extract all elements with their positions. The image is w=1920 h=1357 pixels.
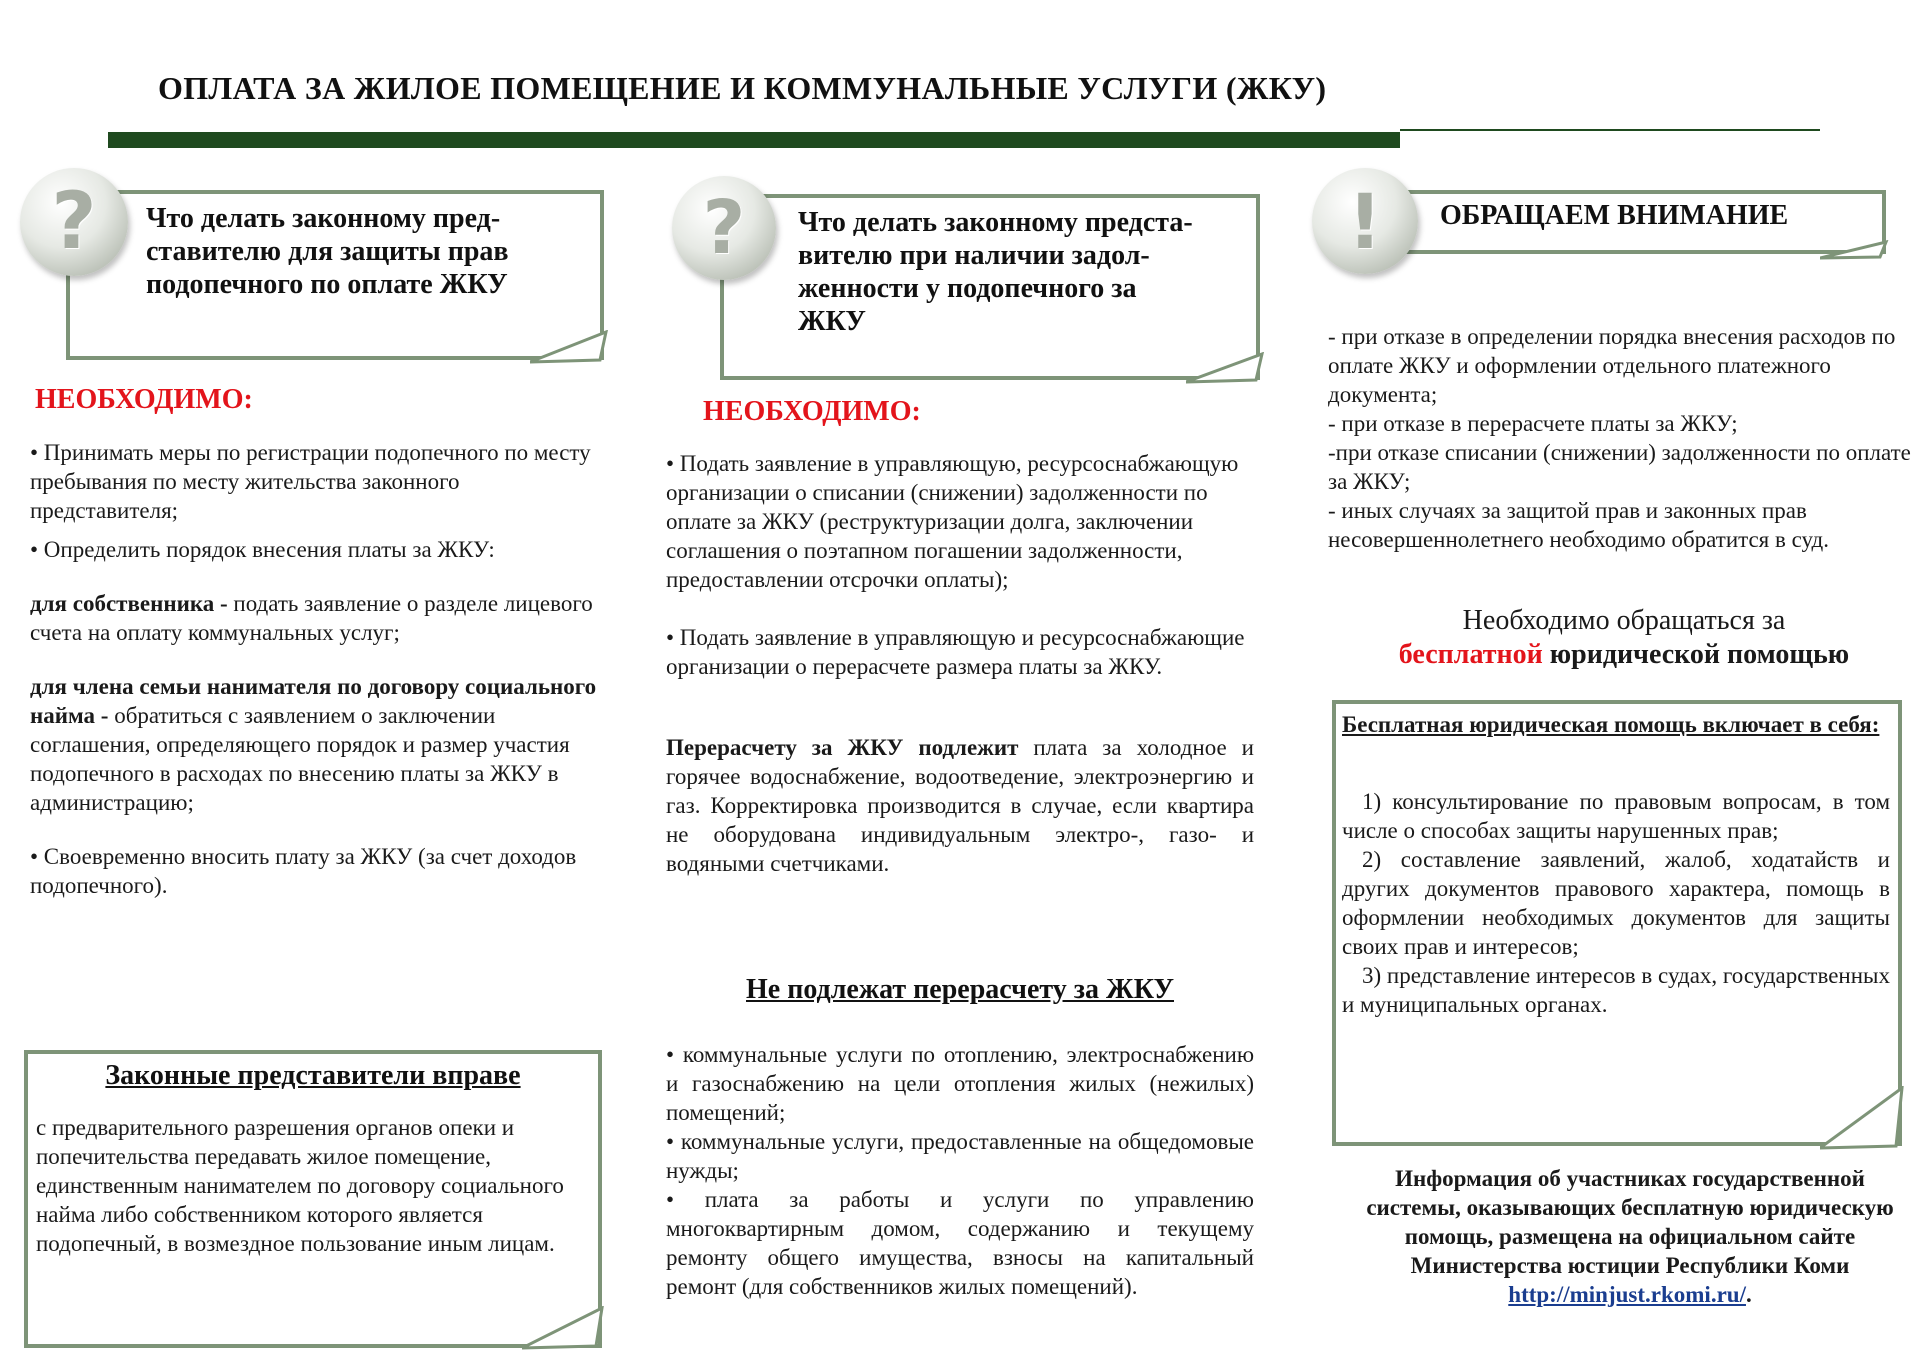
col3-notes (1328, 322, 1918, 554)
page-title: ОПЛАТА ЗА ЖИЛОЕ ПОМЕЩЕНИЕ И КОММУНАЛЬНЫЕ УСЛУГИ (ЖКУ) (158, 70, 1327, 106)
list-item: -при отказе списании (снижении) задолженности по оплате за ЖКУ; (1328, 440, 1911, 494)
col2-recalc: Перерасчету за ЖКУ подлежит плата за холодное и горячее водоснабжение, водоотведение, электроэнергию и газ. Корректировка производится в случае, если квартира не оборудована индивидуальным электро-, газо- и водяными счетчиками. (666, 735, 1254, 876)
col2-no-recalc-list (666, 1040, 1254, 1301)
col2-box-title: Что делать законному предста- вителю при наличии задол- женности у подопечного за ЖКУ (798, 207, 1193, 337)
col1-tenant: для члена семьи нанимателя по договору социального найма - обратиться с заявлением о заключении соглашения, определяющего порядок и размер участия подопечного в расходах по внесению платы за ЖКУ в администрацию; (30, 674, 597, 815)
list-item: 2) составление заявлений, жалоб, ходатайств и других документов правового характера, помощь в оформлении необходимых документов для защиты своих прав и интересов; (1342, 847, 1890, 959)
col1-rights-heading: Законные представители вправе (105, 1060, 521, 1091)
list-item: • коммунальные услуги по отоплению, электроснабжению и газоснабжению на цели отопления жилых (нежилых) помещений; (666, 1042, 1254, 1125)
col1-box-title: Что делать законному пред- ставителю для защиты прав подопечного по оплате ЖКУ (146, 203, 509, 300)
col1-heading: НЕОБХОДИМО: (35, 384, 253, 415)
list-item: 3) представление интересов в судах, государственных и муниципальных органах. (1342, 963, 1890, 1017)
col1-rights-text: с предварительного разрешения органов опеки и попечительства передавать жилое помещение, единственным нанимателем по договору социального найма либо собственником которого является подопечный, в возмездное пользование иным лицам. (36, 1115, 564, 1256)
question-icon: ? (672, 176, 776, 280)
col3-box-title: ОБРАЩАЕМ ВНИМАНИЕ (1440, 200, 1789, 231)
col2-no-recalc-heading: Не подлежат перерасчету за ЖКУ (746, 974, 1174, 1005)
col1-fold-corner (530, 330, 610, 364)
exclamation-icon: ! (1312, 168, 1418, 274)
col3-aid-fold-corner (1820, 1086, 1906, 1150)
col3-appeal-line2: бесплатной юридической помощью (1398, 639, 1850, 670)
col1-item3: • Своевременно вносить плату за ЖКУ (за счет доходов подопечного). (30, 844, 577, 898)
col3-aid-list (1342, 787, 1890, 1019)
col1-item1: • Принимать меры по регистрации подопечного по месту пребывания по месту жительства законного представителя; (30, 440, 591, 523)
list-item: • плата за работы и услуги по управлению многоквартирным домом, содержанию и текущему ремонту общего имущества, взносы на капитальный ремонт (для собственников жилых помещений). (666, 1187, 1254, 1299)
col3-info: Информация об участниках государственной системы, оказывающих бесплатную юридическую помощь, размещена на официальном сайте Министерства юстиции Республики Коми http://minjust.rkomi.ru/. (1366, 1166, 1894, 1307)
col3-appeal (1328, 604, 1920, 672)
question-icon: ? (20, 168, 128, 276)
col2-item1: • Подать заявление в управляющую, ресурсоснабжающую организации о списании (снижении) задолженности по оплате за ЖКУ (реструктуризации долга, заключении соглашения о поэтапном погашении задолженности, предоставлении отсрочки оплаты); (666, 451, 1239, 592)
col3-fold-corner (1820, 240, 1890, 260)
col1-rights-fold-corner (522, 1306, 606, 1350)
col2-heading: НЕОБХОДИМО: (703, 396, 921, 427)
title-underline-bar (108, 132, 1400, 148)
col3-appeal-line1: Необходимо обращаться за (1462, 605, 1786, 636)
col2-body (666, 449, 1254, 878)
list-item: - при отказе в перерасчете платы за ЖКУ; (1328, 411, 1738, 436)
minjust-link[interactable]: http://minjust.rkomi.ru/ (1508, 1282, 1746, 1307)
col1-owner: для собственника - подать заявление о разделе лицевого счета на оплату коммунальных услуг; (30, 591, 593, 645)
list-item: - при отказе в определении порядка внесения расходов по оплате ЖКУ и оформлении отдельного платежного документа; (1328, 324, 1896, 407)
title-underline-thin (1400, 129, 1820, 131)
col1-body (30, 438, 598, 900)
list-item: 1) консультирование по правовым вопросам, в том числе о способах защиты нарушенных прав; (1342, 789, 1890, 843)
list-item: • коммунальные услуги, предоставленные на общедомовые нужды; (666, 1129, 1254, 1183)
col1-item2: • Определить порядок внесения платы за ЖКУ: (30, 537, 495, 562)
col2-item2: • Подать заявление в управляющую и ресурсоснабжающие организации о перерасчете размера платы за ЖКУ. (666, 625, 1245, 679)
col3-aid-heading: Бесплатная юридическая помощь включает в себя: (1342, 712, 1880, 737)
col2-fold-corner (1186, 352, 1266, 384)
list-item: - иных случаях за защитой прав и законных прав несовершеннолетнего необходимо обратится в суд. (1328, 498, 1830, 552)
